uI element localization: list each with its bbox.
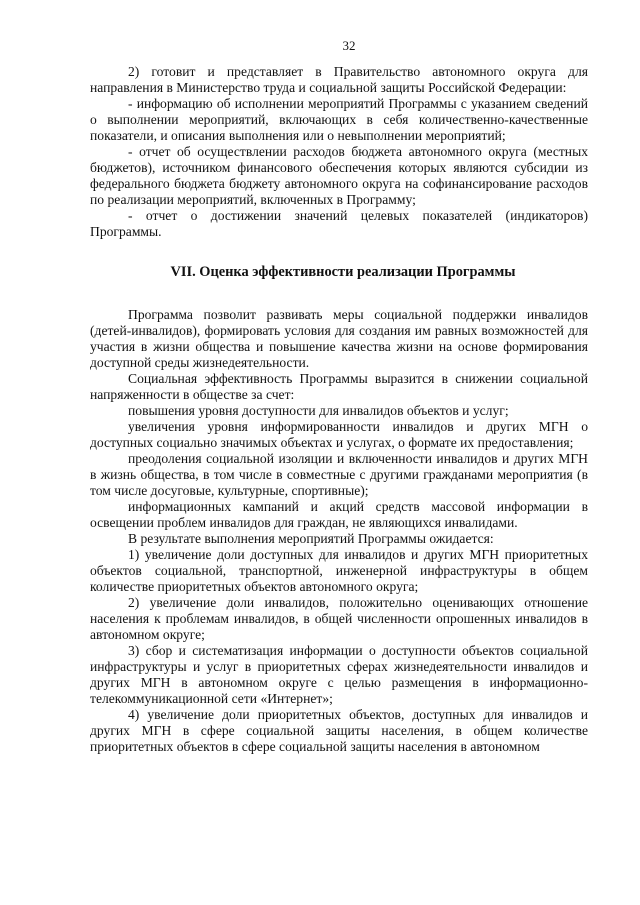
section-reporting xyxy=(90,64,588,240)
section-effectiveness xyxy=(90,307,588,755)
paragraph: 3) сбор и систематизация информации о доступности объектов социальной инфраструктуры и услуг в приоритетных сферах жизнедеятельности инвалидов и других МГН в автономном округе с целью размещения в информационно-телекоммуникационной сети «Интернет»; xyxy=(90,643,588,706)
section-heading: VII. Оценка эффективности реализации Программы xyxy=(170,264,516,280)
paragraph: 1) увеличение доли доступных для инвалидов и других МГН приоритетных объектов социальной, транспортной, инженерной инфраструктуры в общем количестве приоритетных объектов автономного округа; xyxy=(90,547,588,594)
paragraph: - отчет об осуществлении расходов бюджета автономного округа (местных бюджетов), источником финансового обеспечения которых являются субсидии из федерального бюджета бюджету автономного округа на софинансирование расходов по реализации мероприятий, включенных в Программу; xyxy=(90,144,588,207)
paragraph: - отчет о достижении значений целевых показателей (индикаторов) Программы. xyxy=(90,208,588,239)
paragraph: 2) готовит и представляет в Правительство автономного округа для направления в Министерство труда и социальной защиты Российской Федерации: xyxy=(90,64,588,95)
paragraph: увеличения уровня информированности инвалидов и других МГН о доступных социально значимых объектах и услугах, о формате их предоставления; xyxy=(90,419,588,450)
paragraph: 2) увеличение доли инвалидов, положительно оценивающих отношение населения к проблемам инвалидов, в общей численности опрошенных инвалидов в автономном округе; xyxy=(90,595,588,642)
paragraph: информационных кампаний и акций средств массовой информации в освещении проблем инвалидов для граждан, не являющихся инвалидами. xyxy=(90,499,588,530)
paragraph: преодоления социальной изоляции и включенности инвалидов и других МГН в жизнь общества, в том числе в совместные с другими гражданами мероприятия (в том числе досуговые, культурные, спортивные); xyxy=(90,451,588,498)
paragraph: повышения уровня доступности для инвалидов объектов и услуг; xyxy=(128,403,509,418)
paragraph: - информацию об исполнении мероприятий Программы с указанием сведений о выполнении мероприятий, включающих в себя количественно-качественные показатели, и описания выполнения или о невыполнении мероприятий; xyxy=(90,96,588,143)
page-number: 32 xyxy=(342,38,356,53)
paragraph: Социальная эффективность Программы выразится в снижении социальной напряженности в обществе за счет: xyxy=(90,371,588,402)
paragraph: 4) увеличение доли приоритетных объектов, доступных для инвалидов и других МГН в сфере социальной защиты населения, в общем количестве приоритетных объектов в сфере социальной защиты населения в автономном xyxy=(90,707,588,754)
paragraph: В результате выполнения мероприятий Программы ожидается: xyxy=(128,531,494,546)
paragraph: Программа позволит развивать меры социальной поддержки инвалидов (детей-инвалидов), формировать условия для создания им равных возможностей для участия в жизни общества и повышение качества жизни на основе формирования доступной среды жизнедеятельности. xyxy=(90,307,588,370)
